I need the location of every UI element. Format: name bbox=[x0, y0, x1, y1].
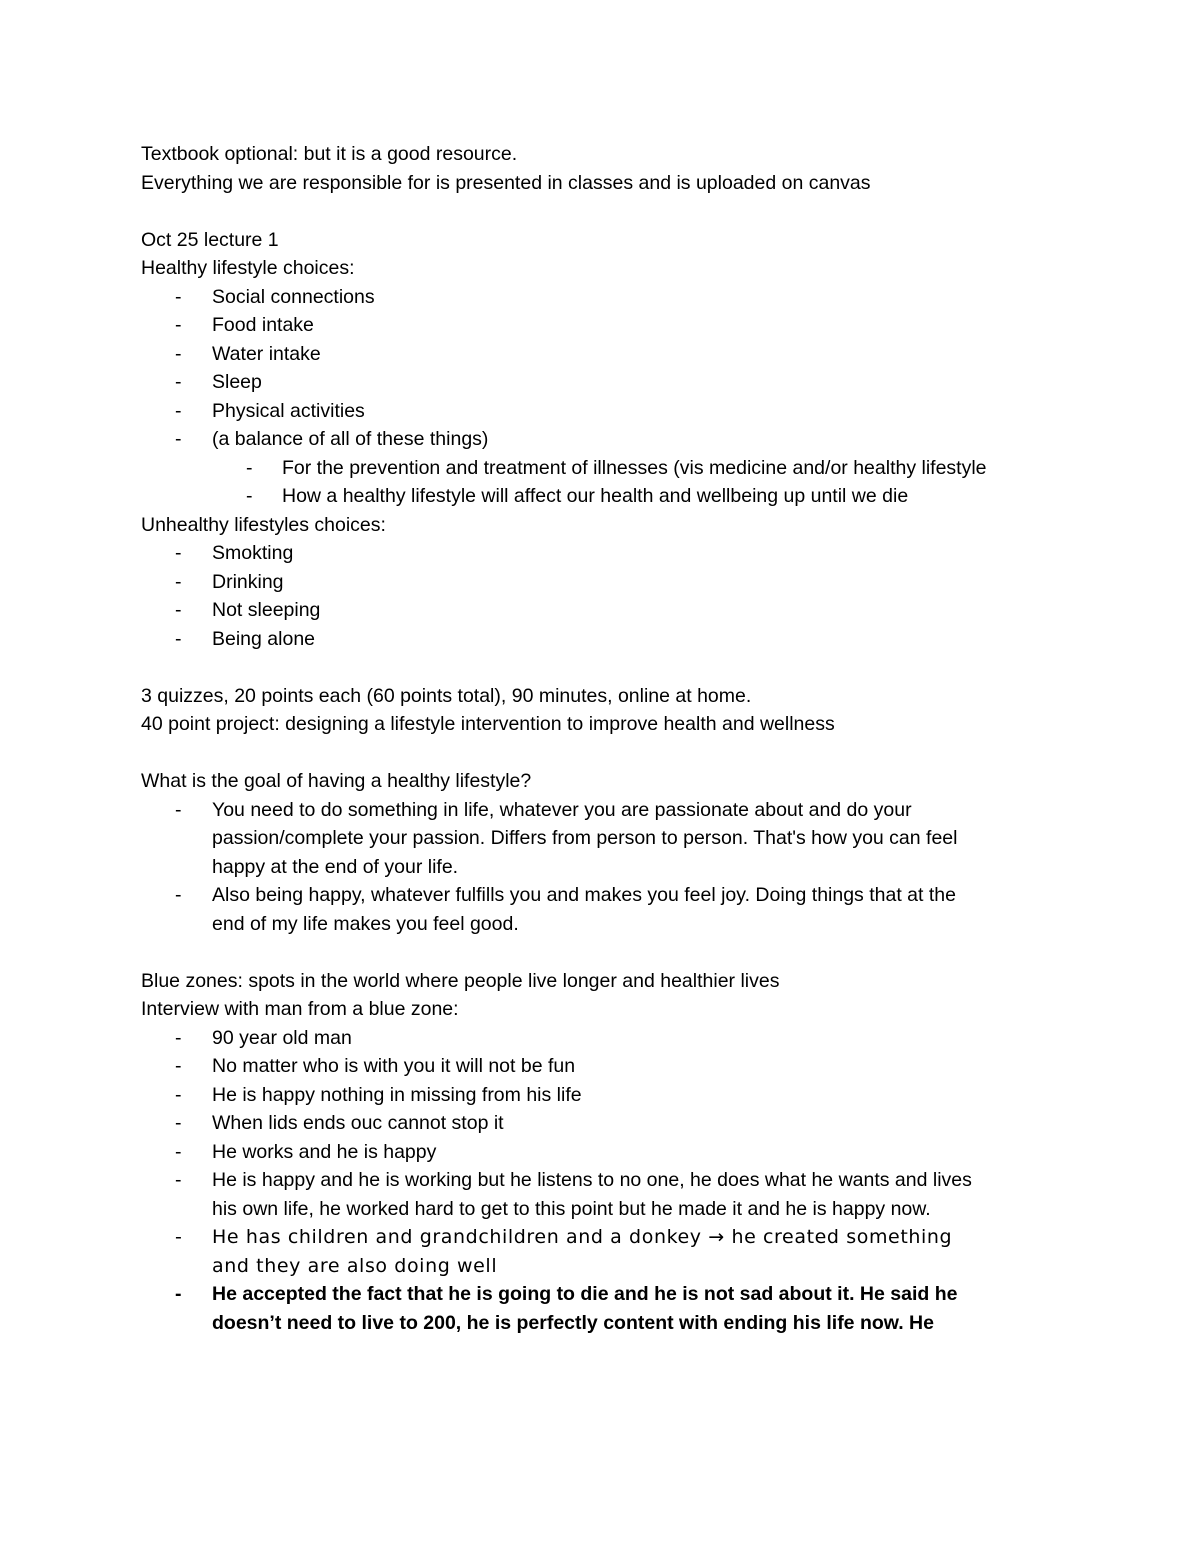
list-item bbox=[141, 1052, 989, 1081]
list-item-text: Not sleeping bbox=[212, 599, 321, 621]
bullet-dash: - bbox=[175, 399, 182, 422]
sublist-item bbox=[141, 482, 1060, 511]
list-item bbox=[141, 283, 989, 312]
bullet-dash: - bbox=[175, 570, 182, 593]
list-item-text: (a balance of all of these things) bbox=[212, 428, 489, 450]
spacer bbox=[141, 197, 1061, 226]
list-item bbox=[141, 539, 989, 568]
list-item bbox=[141, 1109, 989, 1138]
bullet-dash: - bbox=[175, 599, 182, 621]
spacer bbox=[141, 938, 1061, 967]
bullet-dash: - bbox=[175, 542, 182, 564]
interview-list bbox=[141, 1024, 989, 1338]
interview-heading: Interview with man from a blue zone: bbox=[141, 998, 459, 1020]
sublist-item bbox=[141, 454, 1060, 483]
bullet-dash: - bbox=[175, 371, 182, 393]
list-item bbox=[141, 568, 989, 597]
list-item bbox=[141, 796, 989, 882]
list-item-text: When lids ends ouc cannot stop it bbox=[212, 1112, 504, 1134]
sublist-item-text: For the prevention and treatment of illnesses (vis medicine and/or healthy lifestyle bbox=[282, 456, 987, 479]
bullet-dash: - bbox=[175, 1169, 182, 1191]
list-item bbox=[141, 1223, 989, 1280]
goal-answers-list bbox=[141, 796, 989, 939]
sublist-item-text: How a healthy lifestyle will affect our health and wellbeing up until we die bbox=[282, 485, 909, 507]
blue-zones-definition: Blue zones: spots in the world where people live longer and healthier lives bbox=[141, 969, 780, 992]
grading-project: 40 point project: designing a lifestyle intervention to improve health and wellness bbox=[141, 713, 835, 735]
grading-quizzes: 3 quizzes, 20 points each (60 points total), 90 minutes, online at home. bbox=[141, 684, 752, 707]
unhealthy-choices-heading: Unhealthy lifestyles choices: bbox=[141, 513, 386, 536]
bullet-dash: - bbox=[175, 1283, 182, 1305]
bullet-dash: - bbox=[175, 1026, 182, 1049]
list-item bbox=[141, 625, 989, 654]
healthy-choices-heading: Healthy lifestyle choices: bbox=[141, 257, 355, 279]
bullet-dash: - bbox=[175, 627, 182, 650]
list-item bbox=[141, 1024, 989, 1053]
bullet-dash: - bbox=[175, 1083, 182, 1106]
healthy-choices-list bbox=[141, 283, 989, 511]
list-item-text: Social connections bbox=[212, 285, 375, 308]
unhealthy-choices-list bbox=[141, 539, 989, 653]
list-item-text: You need to do something in life, whatever you are passionate about and do your passion/complete your passion. Differs from person to person. That's how you can feel happy at the end of your life. bbox=[212, 798, 958, 878]
goal-question: What is the goal of having a healthy lifestyle? bbox=[141, 770, 532, 792]
intro-line-responsibility: Everything we are responsible for is presented in classes and is uploaded on canvas bbox=[141, 171, 871, 194]
spacer bbox=[141, 653, 1061, 682]
list-item bbox=[141, 311, 989, 340]
list-item-text: He works and he is happy bbox=[212, 1140, 437, 1163]
bullet-dash: - bbox=[175, 1226, 183, 1248]
list-item-text: Being alone bbox=[212, 627, 316, 650]
list-item-text: Smokting bbox=[212, 542, 294, 564]
bullet-dash: - bbox=[246, 456, 253, 479]
list-item bbox=[141, 881, 989, 938]
balance-sublist bbox=[212, 454, 1060, 511]
list-item-text: Also being happy, whatever fulfills you and makes you feel joy. Doing things that at the end of my life makes you feel good. bbox=[212, 884, 956, 935]
list-item bbox=[141, 340, 989, 369]
bullet-dash: - bbox=[175, 884, 182, 906]
list-item bbox=[141, 1166, 989, 1223]
list-item-text: Sleep bbox=[212, 371, 262, 393]
list-item bbox=[141, 1081, 989, 1110]
bullet-dash: - bbox=[175, 1112, 182, 1134]
list-item-text: Water intake bbox=[212, 342, 321, 365]
list-item bbox=[141, 368, 989, 397]
bullet-dash: - bbox=[175, 428, 182, 450]
list-item-text: No matter who is with you it will not be fun bbox=[212, 1055, 576, 1077]
bullet-dash: - bbox=[175, 1140, 182, 1163]
lecture-heading: Oct 25 lecture 1 bbox=[141, 228, 279, 251]
list-item bbox=[141, 1138, 989, 1167]
list-item-text: He has children and grandchildren and a donkey → he created something and they are also doing well bbox=[212, 1226, 953, 1277]
bullet-dash: - bbox=[175, 798, 182, 821]
list-item-text: He is happy and he is working but he listens to no one, he does what he wants and lives his own life, he worked hard to get to this point but he made it and he is happy now. bbox=[212, 1169, 972, 1220]
bullet-dash: - bbox=[175, 285, 182, 308]
list-item-text: He accepted the fact that he is going to die and he is not sad about it. He said he doesn’t need to live to 200, he is perfectly content with ending his life now. He bbox=[212, 1283, 958, 1334]
list-item-text: Physical activities bbox=[212, 399, 365, 422]
spacer bbox=[141, 739, 1061, 768]
list-item-text: Food intake bbox=[212, 314, 314, 336]
bullet-dash: - bbox=[246, 485, 253, 507]
bullet-dash: - bbox=[175, 342, 182, 365]
list-item-text: 90 year old man bbox=[212, 1026, 352, 1049]
document-body bbox=[141, 140, 1061, 1337]
list-item bbox=[141, 596, 989, 625]
bullet-dash: - bbox=[175, 314, 182, 336]
intro-line-textbook: Textbook optional: but it is a good resource. bbox=[141, 143, 518, 165]
list-item bbox=[141, 397, 989, 426]
bullet-dash: - bbox=[175, 1055, 182, 1077]
list-item-bold bbox=[141, 1280, 989, 1337]
list-item bbox=[141, 425, 989, 511]
list-item-text: Drinking bbox=[212, 570, 284, 593]
list-item-text: He is happy nothing in missing from his life bbox=[212, 1083, 582, 1106]
